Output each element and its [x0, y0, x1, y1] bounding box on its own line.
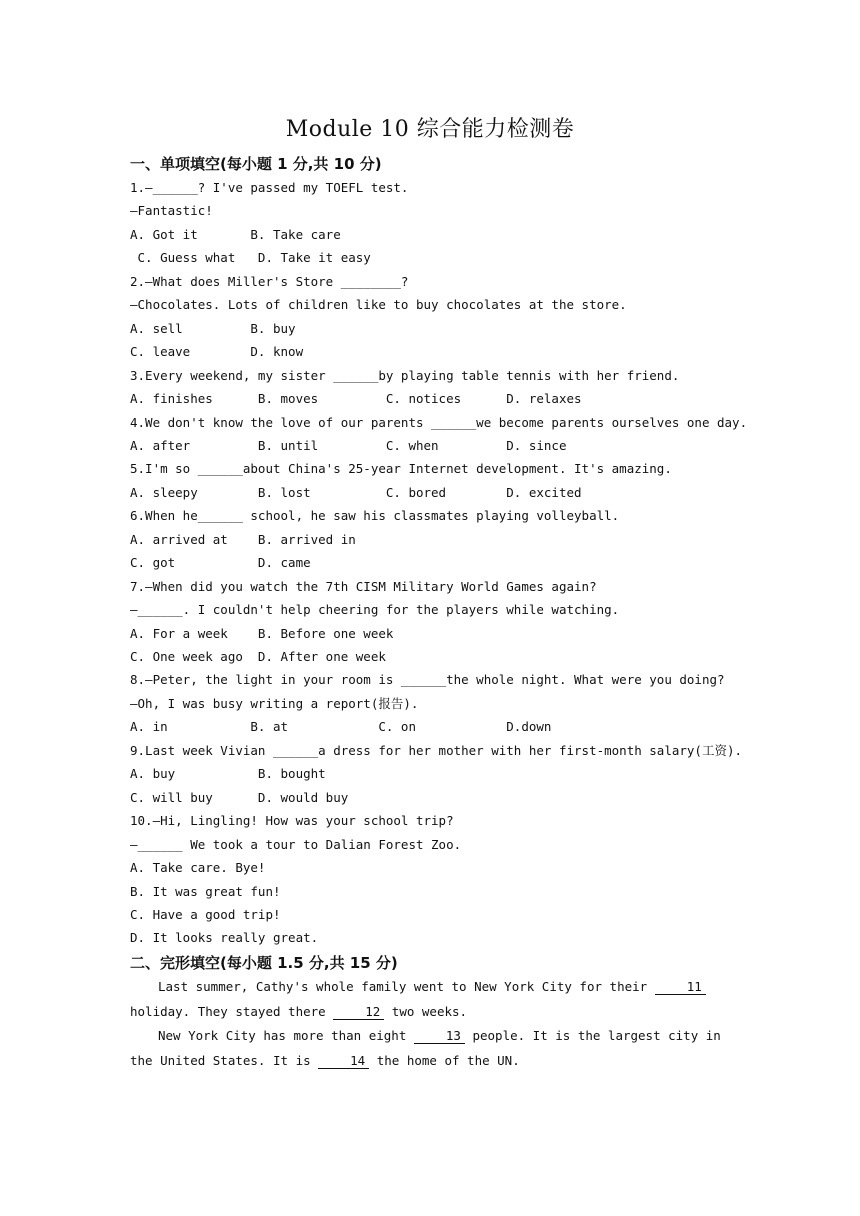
- question-line: 9.Last week Vivian ______a dress for her mother with her first-month salary(工资).: [130, 742, 742, 758]
- cloze-text: Last summer, Cathy's whole family went to New York City for their: [158, 979, 655, 994]
- page-title: Module 10 综合能力检测卷: [285, 117, 575, 142]
- question-line: 5.I'm so ______about China's 25-year Internet development. It's amazing.: [130, 461, 672, 477]
- cloze-blank: 14: [318, 1054, 369, 1069]
- question-line: —Oh, I was busy writing a report(报告).: [130, 695, 419, 711]
- question-line: 10.—Hi, Lingling! How was your school trip?: [130, 813, 454, 829]
- question-line: C. got D. came: [130, 555, 311, 571]
- question-line: A. buy B. bought: [130, 766, 326, 782]
- question-line: A. Got it B. Take care: [130, 226, 341, 242]
- question-line: C. One week ago D. After one week: [130, 649, 386, 664]
- question-line: A. in B. at C. on D.down: [130, 719, 552, 735]
- cloze-blank: 13: [414, 1029, 465, 1044]
- question-line: D. It looks really great.: [130, 930, 319, 946]
- cloze-text: the home of the UN.: [369, 1052, 520, 1068]
- section-heading-cloze: 二、完形填空(每小题 1.5 分,共 15 分): [130, 954, 398, 972]
- cloze-text: people. It is the largest city in the United States. It is: [130, 1028, 721, 1068]
- question-line: B. It was great fun!: [130, 883, 281, 899]
- question-line: 4.We don't know the love of our parents ______we become parents ourselves one day.: [130, 414, 748, 430]
- question-line: 6.When he______ school, he saw his classmates playing volleyball.: [130, 508, 620, 524]
- section-heading-single-choice: 一、单项填空(每小题 1 分,共 10 分): [130, 155, 382, 173]
- question-line: 1.—______? I've passed my TOEFL test.: [130, 180, 409, 195]
- cloze-paragraph-1: [130, 975, 730, 1024]
- cloze-blank: 11: [655, 980, 706, 995]
- question-line: 3.Every weekend, my sister ______by playing table tennis with her friend.: [130, 367, 680, 383]
- question-line: C. Guess what D. Take it easy: [130, 250, 371, 266]
- question-line: A. after B. until C. when D. since: [130, 437, 567, 453]
- cloze-blank: 12: [333, 1005, 384, 1020]
- question-line: —Chocolates. Lots of children like to buy chocolates at the store.: [130, 297, 627, 313]
- question-line: A. For a week B. Before one week: [130, 625, 394, 641]
- question-line: A. Take care. Bye!: [130, 860, 266, 876]
- question-line: C. will buy D. would buy: [130, 789, 349, 805]
- question-line: C. leave D. know: [130, 344, 304, 360]
- question-line: A. sleepy B. lost C. bored D. excited: [130, 484, 582, 500]
- cloze-text: New York City has more than eight: [158, 1028, 414, 1043]
- cloze-paragraph-2: [130, 1024, 730, 1073]
- question-line: —Fantastic!: [130, 203, 213, 219]
- question-line: A. arrived at B. arrived in: [130, 531, 356, 547]
- cloze-text: two weeks.: [384, 1003, 468, 1019]
- question-line: 7.—When did you watch the 7th CISM Military World Games again?: [130, 578, 597, 594]
- question-line: 2.—What does Miller's Store ________?: [130, 273, 409, 289]
- question-line: 8.—Peter, the light in your room is ______the whole night. What were you doing?: [130, 672, 725, 688]
- question-line: A. sell B. buy: [130, 320, 296, 336]
- question-line: —______. I couldn't help cheering for the players while watching.: [130, 602, 620, 618]
- question-line: A. finishes B. moves C. notices D. relaxes: [130, 391, 582, 407]
- cloze-text: holiday. They stayed there: [130, 1003, 334, 1019]
- question-line: C. Have a good trip!: [130, 906, 281, 922]
- question-line: —______ We took a tour to Dalian Forest Zoo.: [130, 836, 462, 852]
